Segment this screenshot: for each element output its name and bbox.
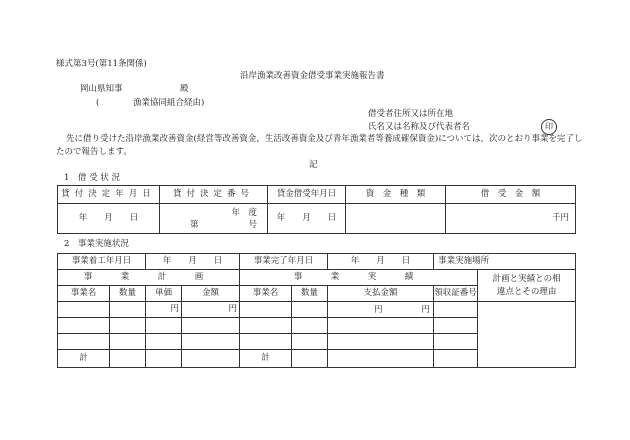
actual-qty-cell[interactable] <box>292 318 328 334</box>
plan-total-amount[interactable] <box>182 350 240 368</box>
loan-status-table <box>57 185 576 234</box>
loan-receipt-date-cell[interactable]: 年 月 日 <box>268 204 346 234</box>
applicant-address-label: 借受者住所又は所在地 <box>368 109 454 119</box>
actual-total-receipt[interactable] <box>434 350 478 368</box>
receipt-number-cell[interactable] <box>434 302 478 318</box>
plan-unit-price-cell[interactable] <box>146 318 182 334</box>
start-date-label: 事業着工年月日 <box>58 254 146 270</box>
plan-total-qty[interactable] <box>110 350 146 368</box>
actual-payment-yen: 円 <box>421 305 431 315</box>
actual-col-payment-amount: 支払金額 <box>328 286 434 302</box>
end-date-label: 事業完了年月日 <box>240 254 328 270</box>
difference-reason-cell[interactable] <box>478 302 576 368</box>
plan-col-quantity: 数量 <box>110 286 146 302</box>
actual-col-receipt-number: 領収証番号 <box>434 286 478 302</box>
via-cooperative: 漁業協同組合経由) <box>133 98 205 108</box>
plan-header: 事 業 計 画 <box>58 270 240 286</box>
plan-total-unit[interactable] <box>146 350 182 368</box>
section-1-title: 1 借 受 状 況 <box>64 173 121 183</box>
body-text-line1: 先に借り受けた沿岸漁業改善資金(経営等改善資金，生活改善資金及び青年漁業者等養成確保資金)については，次のとおり事業を完了し <box>66 134 583 144</box>
header-loan-receipt-date: 貸金借受年月日 <box>268 186 346 204</box>
plan-qty-cell[interactable] <box>110 318 146 334</box>
via-open-paren: ( <box>96 98 100 108</box>
plan-name-cell[interactable] <box>58 318 110 334</box>
plan-name-cell[interactable] <box>58 334 110 350</box>
end-date-value[interactable]: 年 月 日 <box>328 254 434 270</box>
receipt-number-cell[interactable] <box>434 334 478 350</box>
header-fund-type: 資 金 種 類 <box>346 186 446 204</box>
place-label: 事業実施場所 <box>438 256 490 267</box>
actual-payment-cell[interactable] <box>328 318 434 334</box>
actual-payment-cell[interactable] <box>328 334 434 350</box>
receipt-number-cell[interactable] <box>434 318 478 334</box>
plan-unit-price-cell[interactable] <box>146 334 182 350</box>
header-loan-decision-date: 貸付決定年月日 <box>58 186 160 204</box>
plan-amount-cell[interactable] <box>182 318 240 334</box>
fund-type-cell[interactable] <box>346 204 446 234</box>
start-date-value[interactable]: 年 月 日 <box>146 254 240 270</box>
addressee: 岡山県知事 <box>80 84 123 94</box>
actual-total-label: 計 <box>240 350 292 368</box>
actual-total-payment[interactable] <box>328 350 434 368</box>
plan-amount-cell[interactable]: 円 <box>182 302 240 318</box>
difference-reason-header <box>478 270 576 302</box>
plan-amount-cell[interactable] <box>182 334 240 350</box>
difference-reason-line2: 違点とその理由 <box>496 286 557 297</box>
plan-name-cell[interactable] <box>58 302 110 318</box>
actual-total-qty[interactable] <box>292 350 328 368</box>
difference-reason-line1: 計画と実績との相 <box>492 273 561 284</box>
body-text-line2: たので報告します。 <box>56 147 132 157</box>
project-status-table <box>57 253 576 368</box>
actual-qty-cell[interactable] <box>292 302 328 318</box>
plan-col-unit-price: 単価 <box>146 286 182 302</box>
actual-name-cell[interactable] <box>240 302 292 318</box>
actual-payment-cell[interactable] <box>328 302 434 318</box>
actual-unit-yen: 円 <box>374 305 383 315</box>
document-title: 沿岸漁業改善資金借受事業実施報告書 <box>240 71 385 81</box>
plan-total-label: 計 <box>58 350 110 368</box>
honorific: 殿 <box>180 84 189 94</box>
actual-col-project-name: 事業名 <box>240 286 292 302</box>
table-row <box>58 302 576 318</box>
actual-name-cell[interactable] <box>240 318 292 334</box>
dai-label: 第 <box>190 220 199 230</box>
plan-qty-cell[interactable] <box>110 334 146 350</box>
header-loan-amount: 借 受 金 額 <box>446 186 576 204</box>
actual-col-quantity: 数量 <box>292 286 328 302</box>
gou-label: 号 <box>248 220 257 230</box>
plan-col-amount: 金額 <box>182 286 240 302</box>
header-loan-decision-number: 貸付決定番号 <box>160 186 268 204</box>
place-cell[interactable] <box>434 254 576 270</box>
loan-decision-number-cell[interactable] <box>160 204 268 234</box>
form-number: 様式第3号(第11条関係) <box>56 59 147 69</box>
loan-decision-date-cell[interactable]: 年 月 日 <box>58 204 160 234</box>
applicant-name-label: 氏名又は名称及び代表者名 <box>368 122 471 132</box>
plan-qty-cell[interactable] <box>110 302 146 318</box>
nendo-label: 年 度 <box>231 208 257 218</box>
loan-amount-cell[interactable]: 千円 <box>446 204 576 234</box>
actual-qty-cell[interactable] <box>292 334 328 350</box>
actual-header: 事 業 実 績 <box>240 270 478 286</box>
plan-unit-price-cell[interactable]: 円 <box>146 302 182 318</box>
section-2-title: 2 事業実施状況 <box>64 239 129 249</box>
seal-mark: 印 <box>541 119 557 135</box>
ki-marker: 記 <box>309 160 318 170</box>
plan-col-project-name: 事業名 <box>58 286 110 302</box>
actual-name-cell[interactable] <box>240 334 292 350</box>
